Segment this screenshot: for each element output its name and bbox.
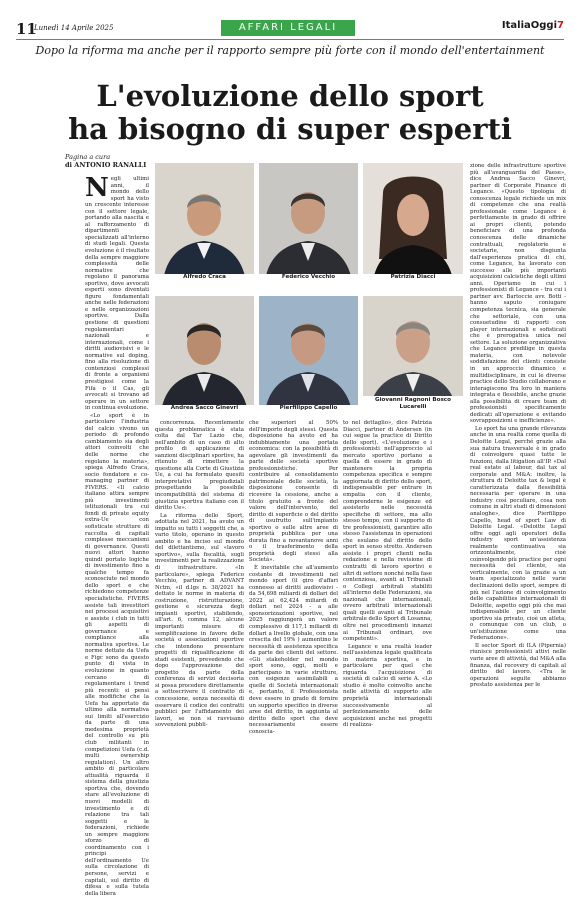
photo-caption: Federico Vecchio — [259, 274, 358, 281]
article-kicker: Dopo la riforma ma anche per il rapporto sempre più forte con il mondo dell'entertainment — [35, 44, 545, 57]
person-silhouette-icon — [363, 296, 463, 412]
portrait-photo — [259, 296, 358, 412]
header-rule — [16, 39, 564, 40]
photo-caption: Giovanni Ragnoni Bosco Lucarelli — [363, 396, 463, 412]
article-column-3 — [249, 420, 338, 736]
logo-main: ItaliaOggi — [501, 20, 558, 31]
portrait-photo — [363, 163, 463, 281]
headline-line-1: L'evoluzione dello sport — [96, 79, 484, 113]
article-column-2 — [155, 420, 244, 736]
photo-caption: Pierfilippo Capello — [259, 405, 358, 412]
paragraph: Lo sport ha una grande rilevanza anche in una realtà come quella di Deloitte Legal, perché grazie alla sua natura trasversale è in grado di coinvolgere quasi tutte le funzioni, dalla litigation all'IP. «Dal real estate al labour, dal tax al corporate and M&A: inoltre, la struttura di Deloitte tax & legal è caratterizzata dalla flessibilità necessaria per operare in una industry così peculiare, cosa non comune in altri studi di dimensioni analoghe», dice Pierfilippo Capello, head of sport Law di Deloitte Legal. «Deloitte Legal offre oggi agli operatori della industry sport un'assistenza realmente continuativa sia orizzontalmente, cioè coinvolgendo più practice per ogni necessità del cliente, sia verticalmente, con la grazie a un team specializzato nelle varie declinazioni dello sport, sempre di più nel l'azione di coinvolgimento delle capabilities internazionali di Deloitte, aspetto oggi più che mai indispensabile per un cliente sportivo sia privato, cioè un atleta, o comunque con un club, o un'istituzione come una Federazione». — [470, 425, 566, 642]
article-headline — [16, 80, 564, 146]
portrait-photo — [363, 296, 463, 412]
paragraph: egli ultimi anni, il mondo dello sport ha visto un crescente interesse con il settore legale, portando alla nascita e al rafforzamento di dipartimenti specializzati all'interno di studi legali. Questa evoluzione è il risultato della sempre maggiore complessità delle normative che regolano il panorama sportivo, dove avvocati esperti sono diventati figure fondamentali anche nelle federazioni e nelle organizzazioni sportive. Dalla gestione di questioni regolamentari nazionali e internazionali, come i diritti audiovisivi e le normative sul doping, fino alla risoluzione di contenziosi complessi di fronte a organismi prestigiosi come la Fifa o il Cas, gli avvocati si trovano ad operare in un settore in continua evoluzione. — [85, 176, 149, 412]
byline — [65, 153, 155, 169]
dropcap: N — [85, 173, 109, 203]
person-silhouette-icon — [259, 296, 358, 412]
paragraph: zione delle infrastrutture sportive più all'avanguardia del Paese», dice Andrea Sacco Ginevri, partner di Corporate Finance di Legance. «Questo tipologia di conoscenza legale richiede un mix di competenze che una realtà professionale come Legance è perfettamente in grado di offrire ai propri clienti, potendo beneficiare di una profonda conoscenza delle dinamiche contrattuali, regolatorie e societarie, non disgiunta dall'esperienza pratica di chi, come Legance, ha lavorato con successo alle più importanti acquisizioni calcistiche degli ultimi anni. Operiamo in cui i professionisti di Legance - tra cui i partner avv. Bartoccie avv. Botti - hanno saputo coniugare competenza tecnica, sia generale che settoriale, con una consuetudine di rapporti con player internazionali e sofisticati che è prerogativa unica nel settore. La soluzione organizzativa che Legance predilige in questa materia, con notevole soddisfazione dei clienti consiste in un approccio dinamico e multidisciplinare, in cui le diverse practice dello Studio collaborano e interagiscono fra loro in maniera integrata e flessibile, anche grazie alla possibilità di creare team di professionisti specificamente dedicati all'operazione e evitando sovrapposizioni e inefficienze». — [470, 163, 567, 425]
paragraph: Legance e una realtà leader nell'assistenza legale qualificata in materia sportiva, e in particolare per quel che riguarda l'acquisizione di società di calcio di serie A. «Lo studio è molto coinvolto anche nelle attività di supporto alle proprietà internazionali successivamente al perfezionamento delle acquisizioni anche nei progetti di realizza- — [343, 643, 432, 729]
photo-caption: Andrea Sacco Ginevri — [155, 405, 254, 412]
paragraph: to nel dettaglio», dice Patrizia Diacci, partner di Andersen (in cui segue la practice di Diritto dello sport). «L'evoluzione e i professionisti nell'approccio al mercato sportivo portano a quella di essere in grado di mantenere la propria competenza specifica e sempre aggiornata di diritto dello sport, indispensabile per entrare in empatia con il cliente, comprenderne le esigenze ed assisterlo nelle necessità specifiche di settore, ma allo stesso tempo, con il supporto di tre professionisti, garantire allo stesso l'assistenza in operazioni che esulano dal diritto dello sport in senso stretto. Andersen assiste i propri clienti nella redazione e nella revisione di contratti di lavoro sportivi e altri di settore nonché nella fase contenziosa, avanti ai Tribunali o Collegi arbitrali stabiliti all'interno delle Federazioni, sia nazionali che internazionali, ovvero arbitrati internazionali quali quelli avanti al Tribunale arbitrale dello Sport di Losanna, oltre nei procedimenti innanzi ai Tribunali ordinari, ove competenti». — [343, 420, 433, 643]
paragraph: La riforma dello Sport, adottata nel 2021, ha avuto un impatto su tutti i soggetti che, a vario titolo, operano in questo ambito e ha inciso sul mondo del dilettantismo, sul «lavoro sportivo», sulla fiscalità, sugli investimenti per la realizzazione di infrastrutture. «In particolare», spiega Federico Vecchio, partner di ADVANT Nctm, «il d.lgs n. 38/2021 ha dettato le norme in materia di costruzione, ristrutturazione, gestione e sicurezza degli impianti sportivi, stabilendo, all'art. 6, comma 12, alcune importanti misure di semplificazione in favore delle società o associazioni sportive che intendono presentare progetti di riqualificazione di stadi esistenti, prevedendo che dopo l'approvazione del progetto da parte della conferenza di servizi decisoria si possa procedere direttamente a sottoscrivere il contratto di concessione, senza necessità di osservare il codice dei contratti pubblici per l'affidamento dei lavori, se non si ravvisano sovvenzioni pubbli- — [155, 512, 244, 729]
byline-author: di ANTONIO RANALLI — [65, 161, 147, 169]
page-number: 11 — [16, 20, 37, 38]
issue-date: Lunedì 14 Aprile 2025 — [34, 24, 114, 32]
person-silhouette-icon — [259, 163, 358, 281]
person-silhouette-icon — [155, 296, 254, 412]
paragraph: che superiori al 50% dell'importo degli stessi. Questa disposizione ha avuto ed ha indubbiamente una portata economica: con la possibilità di agevolare gli investimenti da parte delle società sportive professionistiche. Per contribuire al consolidamento patrimoniale delle società, la disposizione consente di ricevere la cessione, anche a titolo gratuito a fronte del valore dell'intervento, del diritto di superficie o del diritto di usufrutto sull'impianto sportivo o sulle altre aree di proprietà pubblica per una durata fino a novantanove anni o il trasferimento della proprietà degli stessi alla Società». — [249, 420, 338, 564]
portrait-photo — [155, 296, 254, 412]
byline-label: Pagina a cura — [65, 153, 111, 161]
paragraph: concorrenza. Recentemente questa problematica è stata colta dal Tar Lazio che, nell'ambito di un caso di alto profilo di applicazione di sanzioni disciplinari sportive, ha ritenuto di rimettere la questione alla Corte di Giustizia Ue, a cui ha formulato quesiti interpretativi pregiudiziali prospettando la possibile incompatibilità del sistema di giustizia sportiva italiano con il diritto Ue». — [155, 420, 244, 512]
person-silhouette-icon — [155, 163, 254, 281]
headline-line-2: ha bisogno di super esperti — [68, 112, 512, 146]
section-banner: AFFARI LEGALI — [221, 20, 355, 36]
portrait-photo — [259, 163, 358, 281]
paragraph: È inevitabile che all'aumento costante di investimenti nel mondo sport (il giro d'affari connesso ai diritti audiovisivi - da 54,698 miliardi di dollari del 2022 ai 62,424 miliardi di dollari nel 2024 - a alle sponsorizzazioni sportive, nel 2025 raggiungerà un valore complessivo di 117,1 miliardi di dollari a livello globale, con una crescita del 19% ) aumentino le necessità di assistenza specifica da parte dei clienti del settore. «Gli stakeholder nel mondo sport sono, oggi, molti e partecipano in varie strutture, con esigenze assimilabili a quelle di Società internazionali e, pertanto, il Professionista deve essere in grado di fornire un supporto specifico in diverse aree del diritto, in aggiunta al diritto dello sport che deve necessariamente essere conoscia- — [249, 565, 338, 735]
photo-caption: Patrizia Diacci — [363, 274, 463, 281]
article-column-1 — [85, 173, 149, 897]
portrait-photo — [155, 163, 254, 281]
paragraph: Il sector Sport di ILA (Pipernia) riunisce professionisti attivi nelle varie aree di attività, dal M&A alla finanza, dal recovery di capitali al diritto del lavoro. «Tra le operazioni seguite abbiamo prestato assistenza per le — [470, 642, 566, 689]
paragraph: «Lo sport è in particolare l'industria del calcio vivono un periodo di profondo cambiamento sia degli attori coinvolti che delle norme che regolano la materia», spiega Alfredo Craca, socio fondatore e co-managing partner di FIVERS. «Il calcio italiano attira sempre più investimenti istituzionali tra cui fondi di private equity extra-Ue con sofisticate strutture di raccolta di capitali complesse meccanismi di governance. Questi nuovi attori hanno quindi portato logiche di investimento fino a qualche tempo fa sconosciute nel mondo dello sport e che richiedono competenze specialistiche. FIVERS assiste tali investitori nei processi acquisitivi e assiste i club in tutti gli aspetti di governance e compliance alla normativa sportiva. Le norme dettate da Uefa e Figc sono da questo punto di vista in evoluzione in quanto cercano di regolamentare i trend più recenti: si pensi alle modifiche che la Uefa ha apportato da ultimo alla normativa sui limiti all'esercizio da parte di una medesima proprietà del controllo su più club militanti in competizioni Uefa (c.d. multi ownership regulation). Un altro ambito di particolare attualità riguarda il sistema della giustizia sportiva che, dovendo stare all'evoluzione di nuovi modelli di investimento e di relazione tra tali soggetti e le federazioni, richiede un sempre maggiore sforzo di coordinamento con i principi dell'ordinamento Ue sulla circolazione di persone, servizi e capitali, sul diritto di difesa e sulla tutela della libera — [85, 412, 149, 897]
article-column-4 — [343, 420, 432, 736]
logo-suffix: 7 — [557, 20, 564, 31]
person-silhouette-icon — [363, 163, 463, 281]
article-column-5 — [470, 163, 566, 736]
photo-caption: Alfredo Craca — [155, 274, 254, 281]
newspaper-logo — [502, 20, 564, 31]
